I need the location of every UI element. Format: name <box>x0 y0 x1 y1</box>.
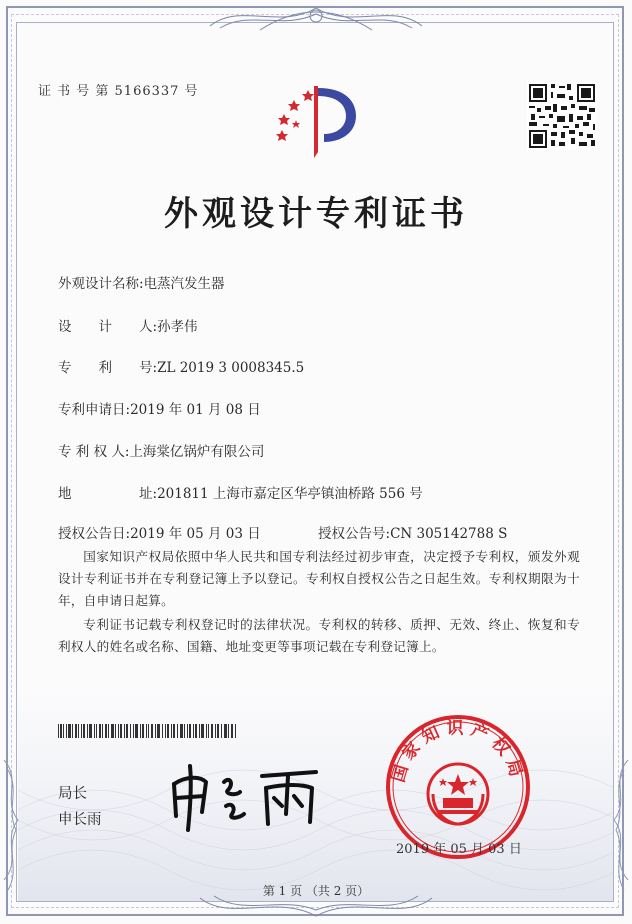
director-title: 局长 <box>58 786 87 802</box>
paragraph-grant: 国家知识产权局依照中华人民共和国专利法经过初步审查，决定授予专利权，颁发外观设计专利证书并在专利登记簿上予以登记。专利权自授权公告之日起生效。专利权期限为十年，自申请日起算。 <box>58 549 580 608</box>
director-signature <box>166 762 326 832</box>
grant-date-value: 2019 年 05 月 03 日 <box>130 526 261 542</box>
seal-date: 2019 年 05 月 03 日 <box>396 842 522 857</box>
patentee-row <box>58 440 264 460</box>
qr-code-icon <box>527 82 597 150</box>
design-name-row <box>58 272 225 292</box>
designer-label: 设 计 人: <box>58 319 158 335</box>
designer-row <box>58 315 198 335</box>
filing-date-label: 专利申请日: <box>58 402 131 418</box>
patentee-value: 上海棠亿锅炉有限公司 <box>129 444 265 460</box>
address-row <box>58 482 423 502</box>
designer-value: 孙孝伟 <box>157 319 198 335</box>
cnipa-logo-icon <box>268 82 362 164</box>
director-name: 申长雨 <box>58 812 102 828</box>
address-label: 地 址: <box>58 486 158 502</box>
page-footer: 第 1 页 （共 2 页） <box>262 884 370 898</box>
national-emblem-icon <box>428 764 488 824</box>
paragraph-legal-status: 专利证书记载专利权登记时的法律状况。专利权的转移、质押、无效、终止、恢复和专利权人的姓名或名称、国籍、地址变更等事项记载在专利登记簿上。 <box>58 617 580 654</box>
grant-date-label: 授权公告日: <box>58 526 131 542</box>
right-ornament <box>608 760 632 900</box>
grant-number-value: CN 305142788 S <box>390 526 508 542</box>
address-value: 201811 上海市嘉定区华亭镇油桥路 556 号 <box>157 486 423 502</box>
patent-number-value: ZL 2019 3 0008345.5 <box>157 360 305 376</box>
patent-number-row <box>58 356 304 376</box>
left-ornament <box>0 760 24 900</box>
certificate-number: 证 书 号 第 5166337 号 <box>38 84 199 99</box>
design-name-value: 电蒸汽发生器 <box>143 276 225 292</box>
design-name-label: 外观设计名称: <box>58 276 144 292</box>
certificate-title: 外观设计专利证书 <box>164 194 468 234</box>
grant-number-label: 授权公告号: <box>318 526 391 542</box>
top-ornament <box>200 0 432 34</box>
patentee-label: 专 利 权 人: <box>58 444 130 460</box>
patent-number-label: 专 利 号: <box>58 360 158 376</box>
filing-date-value: 2019 年 01 月 08 日 <box>130 402 261 418</box>
grant-number-row <box>318 522 507 542</box>
seal-text: 国家知识产权局 <box>388 718 528 785</box>
grant-date-row <box>58 522 261 542</box>
barcode-icon <box>58 724 238 738</box>
filing-date-row <box>58 398 261 418</box>
